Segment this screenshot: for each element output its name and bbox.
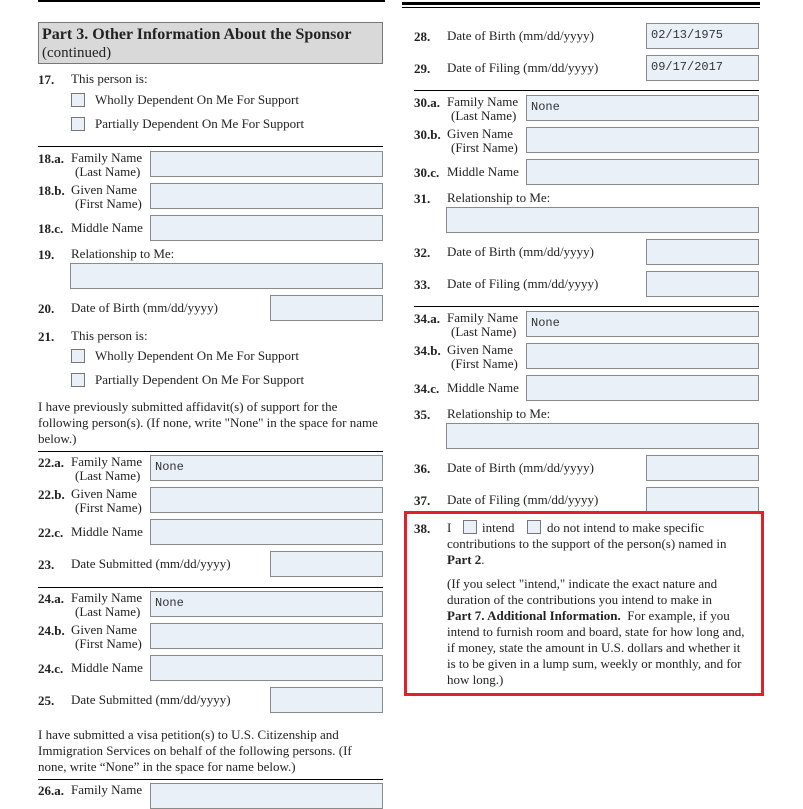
- q34b-given-name-field[interactable]: [526, 343, 759, 369]
- q23-number: 23.: [38, 557, 55, 572]
- q21-number: 21.: [38, 329, 55, 344]
- q21-wholly-checkbox[interactable]: [71, 349, 85, 363]
- q26a-label-1: Family Name: [71, 782, 143, 797]
- q29-date-filing-field[interactable]: 09/17/2017: [646, 55, 759, 81]
- q26a-number: 26.a.: [38, 783, 64, 798]
- q19-label: Relationship to Me:: [71, 246, 175, 261]
- q22a-label-2: (Last Name): [75, 468, 141, 483]
- q38-para-7: how long.): [447, 672, 504, 687]
- top-rule-left: [38, 0, 385, 2]
- q34b-label-1: Given Name: [447, 342, 514, 357]
- q28-label: Date of Birth (mm/dd/yyyy): [447, 28, 594, 43]
- q25-label: Date Submitted (mm/dd/yyyy): [71, 692, 231, 707]
- q22a-label-1: Family Name: [71, 454, 143, 469]
- q24c-number: 24.c.: [38, 661, 64, 676]
- q29-label: Date of Filing (mm/dd/yyyy): [447, 60, 599, 75]
- q38-intend-label: intend: [482, 520, 515, 535]
- q38-part7-ref: Part 7. Additional Information.: [447, 608, 621, 623]
- q18a-label-2: (Last Name): [75, 164, 141, 179]
- q29-number: 29.: [414, 61, 431, 76]
- q30a-family-name-field[interactable]: None: [526, 95, 759, 121]
- q17-wholly-checkbox[interactable]: [71, 93, 85, 107]
- q18b-label-1: Given Name: [71, 182, 138, 197]
- q31-number: 31.: [414, 191, 431, 206]
- q35-number: 35.: [414, 407, 431, 422]
- q38-number: 38.: [414, 521, 431, 536]
- q34c-label: Middle Name: [447, 380, 519, 395]
- q24b-given-name-field[interactable]: [150, 623, 383, 649]
- q38-intend-checkbox[interactable]: [463, 520, 477, 534]
- q19-number: 19.: [38, 247, 55, 262]
- q22b-label-2: (First Name): [75, 500, 142, 515]
- divider: [414, 90, 759, 91]
- part3-header: [38, 22, 383, 64]
- q38-period: .: [481, 552, 485, 567]
- q32-dob-field[interactable]: [646, 239, 759, 265]
- q33-number: 33.: [414, 277, 431, 292]
- q24a-number: 24.a.: [38, 591, 64, 606]
- q22a-number: 22.a.: [38, 455, 64, 470]
- q20-number: 20.: [38, 301, 55, 316]
- q24c-label: Middle Name: [71, 660, 143, 675]
- q38-line2: contributions to the support of the person(s) named in: [447, 536, 727, 551]
- divider: [38, 146, 383, 147]
- q17-wholly-label: Wholly Dependent On Me For Support: [95, 92, 300, 107]
- q17-label: This person is:: [71, 71, 148, 86]
- q37-number: 37.: [414, 493, 431, 508]
- q18c-number: 18.c.: [38, 221, 64, 236]
- q30b-given-name-field[interactable]: [526, 127, 759, 153]
- q34a-family-name-field[interactable]: None: [526, 311, 759, 337]
- q38-para-1: (If you select "intend," indicate the exact nature and: [447, 576, 718, 591]
- q33-label: Date of Filing (mm/dd/yyyy): [447, 276, 599, 291]
- q22c-middle-name-field[interactable]: [150, 519, 383, 545]
- q38-part2-ref: Part 2: [447, 552, 482, 567]
- q38-para-3-rest: For example, if you: [620, 608, 730, 623]
- q38-not-intend-checkbox[interactable]: [527, 520, 541, 534]
- q37-date-filing-field[interactable]: [646, 487, 759, 513]
- q36-label: Date of Birth (mm/dd/yyyy): [447, 460, 594, 475]
- q18c-middle-name-field[interactable]: [150, 215, 383, 241]
- q37-label: Date of Filing (mm/dd/yyyy): [447, 492, 599, 507]
- q24b-label-2: (First Name): [75, 636, 142, 651]
- q23-label: Date Submitted (mm/dd/yyyy): [71, 556, 231, 571]
- q38-not-intend-label: do not intend to make specific: [547, 520, 705, 535]
- q21-wholly-label: Wholly Dependent On Me For Support: [95, 348, 300, 363]
- q38-para-4: intend to furnish room and board, state for how long and,: [447, 624, 745, 639]
- q24a-label-1: Family Name: [71, 590, 143, 605]
- q22b-number: 22.b.: [38, 487, 65, 502]
- q36-number: 36.: [414, 461, 431, 476]
- q26a-family-name-field[interactable]: [150, 783, 383, 809]
- q32-label: Date of Birth (mm/dd/yyyy): [447, 244, 594, 259]
- q35-label: Relationship to Me:: [447, 406, 551, 421]
- q30a-label-1: Family Name: [447, 94, 519, 109]
- q30b-label-1: Given Name: [447, 126, 514, 141]
- q21-partially-label: Partially Dependent On Me For Support: [95, 372, 305, 387]
- q24a-family-name-field[interactable]: None: [150, 591, 383, 617]
- q31-relationship-field[interactable]: [446, 207, 759, 233]
- q17-number: 17.: [38, 72, 55, 87]
- q34a-number: 34.a.: [414, 311, 440, 326]
- q21-partially-checkbox[interactable]: [71, 373, 85, 387]
- q28-number: 28.: [414, 29, 431, 44]
- q34a-label-1: Family Name: [447, 310, 519, 325]
- q30c-number: 30.c.: [414, 165, 440, 180]
- q20-dob-field[interactable]: [270, 295, 383, 321]
- q38-para-5: if money, state the amount in U.S. dollars and whether it: [447, 640, 741, 655]
- q18a-family-name-field[interactable]: [150, 151, 383, 177]
- q18b-number: 18.b.: [38, 183, 65, 198]
- q24a-label-2: (Last Name): [75, 604, 141, 619]
- q22b-given-name-field[interactable]: [150, 487, 383, 513]
- part3-continued: (continued): [42, 45, 112, 61]
- part3-title: Part 3. Other Information About the Sponsor: [42, 26, 352, 43]
- q34b-label-2: (First Name): [451, 356, 518, 371]
- affidavit-instructions: I have previously submitted affidavit(s) of support for the following person(s). (If none, write "None" in the space for name below.): [38, 399, 378, 446]
- q23-date-submitted-field[interactable]: [270, 551, 383, 577]
- q35-relationship-field[interactable]: [446, 423, 759, 449]
- q38-line3: [447, 553, 485, 567]
- divider: [38, 451, 383, 452]
- q18a-number: 18.a.: [38, 151, 64, 166]
- q30a-number: 30.a.: [414, 95, 440, 110]
- q18b-given-name-field[interactable]: [150, 183, 383, 209]
- divider: [414, 306, 759, 307]
- q24c-middle-name-field[interactable]: [150, 655, 383, 681]
- q34b-number: 34.b.: [414, 343, 441, 358]
- q18a-label-1: Family Name: [71, 150, 143, 165]
- q30b-label-2: (First Name): [451, 140, 518, 155]
- divider: [38, 779, 383, 780]
- q24b-number: 24.b.: [38, 623, 65, 638]
- visa-petition-instructions: I have submitted a visa petition(s) to U.S. Citizenship and Immigration Services on behalf of the following persons. (If none, write “None” in the space for name below.): [38, 727, 352, 774]
- q38-i: I: [447, 520, 452, 535]
- q34c-middle-name-field[interactable]: [526, 375, 759, 401]
- q30c-label: Middle Name: [447, 164, 519, 179]
- q30a-label-2: (Last Name): [451, 108, 517, 123]
- q34a-label-2: (Last Name): [451, 324, 517, 339]
- q34c-number: 34.c.: [414, 381, 440, 396]
- q22a-family-name-field[interactable]: None: [150, 455, 383, 481]
- q21-label: This person is:: [71, 328, 148, 343]
- q30c-middle-name-field[interactable]: [526, 159, 759, 185]
- q25-date-submitted-field[interactable]: [270, 687, 383, 713]
- q17-partially-label: Partially Dependent On Me For Support: [95, 116, 305, 131]
- q25-number: 25.: [38, 693, 55, 708]
- q30b-number: 30.b.: [414, 127, 441, 142]
- q33-date-filing-field[interactable]: [646, 271, 759, 297]
- q22c-number: 22.c.: [38, 525, 64, 540]
- q36-dob-field[interactable]: [646, 455, 759, 481]
- q22c-label: Middle Name: [71, 524, 143, 539]
- q31-label: Relationship to Me:: [447, 190, 551, 205]
- q28-dob-field[interactable]: 02/13/1975: [646, 23, 759, 49]
- q38-para-6: is to be given in a lump sum, weekly or monthly, and for: [447, 656, 742, 671]
- top-rule-right-2: [402, 7, 760, 8]
- q19-relationship-field[interactable]: [70, 263, 383, 289]
- q22b-label-1: Given Name: [71, 486, 138, 501]
- q38-para-2: duration of the contributions you intend to make in: [447, 592, 713, 607]
- q18c-label: Middle Name: [71, 220, 143, 235]
- q17-partially-checkbox[interactable]: [71, 117, 85, 131]
- divider: [38, 587, 383, 588]
- q20-label: Date of Birth (mm/dd/yyyy): [71, 300, 218, 315]
- q32-number: 32.: [414, 245, 431, 260]
- q18b-label-2: (First Name): [75, 196, 142, 211]
- top-rule-right: [402, 2, 760, 5]
- q38-para-3: [447, 609, 730, 623]
- q24b-label-1: Given Name: [71, 622, 138, 637]
